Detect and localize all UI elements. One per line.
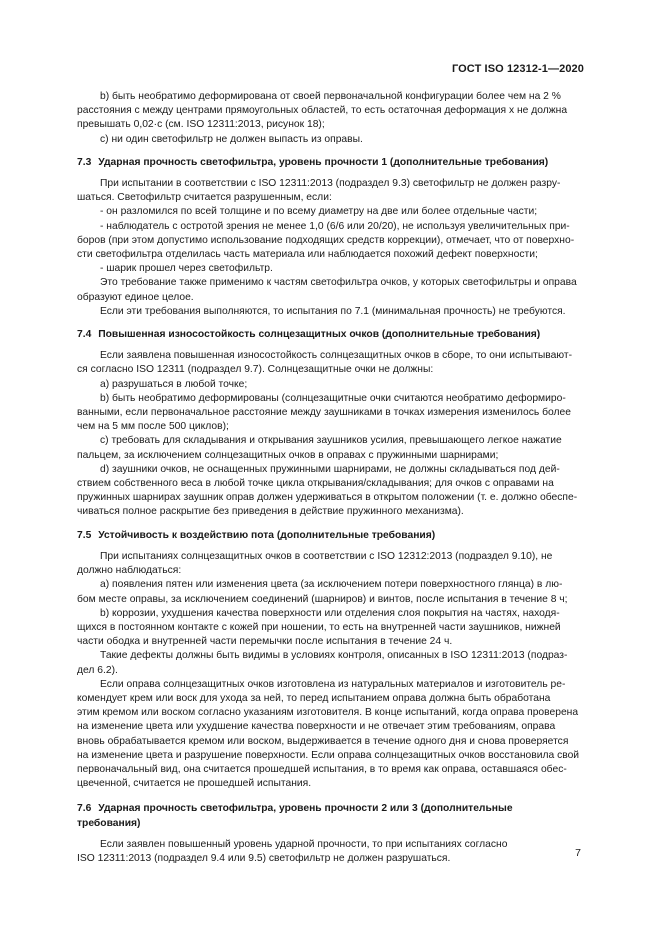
text-line: сти светофильтра отделилась часть материала или наблюдается похожий дефект поверхности; [77, 249, 538, 261]
text-line: пружинных шарнирах заушник оправ должен удерживаться в открытом положении (т. е. должно обеспе- [77, 492, 578, 504]
paragraph [77, 177, 582, 205]
text-line: ISO 12311:2013 (подраздел 9.4 или 9.5) светофильтр не должен разрушаться. [77, 852, 451, 864]
paragraph [77, 678, 582, 792]
section-number: 7.3 [77, 156, 92, 168]
list-item [77, 392, 582, 435]
text-line: - наблюдатель с остротой зрения не менее 1,0 (6/6 или 20/20), не используя увеличительных при- [100, 220, 570, 232]
text-line: шаться. Светофильтр считается разрушенным, если: [77, 192, 332, 204]
section-heading-7-3 [77, 156, 582, 170]
text-line: Если оправа солнцезащитных очков изготовлена из натуральных материалов и изготовитель ре- [100, 678, 566, 690]
intro-item-b [77, 90, 582, 133]
text-line: d) заушники очков, не оснащенных пружинными шарнирами, не должны складываться под дей- [100, 463, 560, 475]
text-line: части ободка и внутренней части перемычки после испытания в течение 24 ч. [77, 636, 453, 648]
list-item [77, 578, 582, 606]
section-heading-7-4 [77, 328, 582, 342]
text-line: бом месте оправы, за исключением соединений (шарниров) и винтов, после испытания в течение 8 ч; [77, 593, 568, 605]
document-body [77, 90, 582, 866]
text-line: расстояния с между центрами прямоугольных областей, то есть остаточная деформация x не должна [77, 105, 568, 117]
section-number: 7.4 [77, 329, 92, 341]
text-line: чем на 5 мм после 500 циклов); [77, 421, 229, 433]
list-item [77, 434, 582, 462]
text-line: ся согласно ISO 12311 (подраздел 9.7). Солнцезащитные очки не должны: [77, 364, 434, 376]
text-line: ствием собственного веса в любой точке цикла открывания/складывания; для очков с оправами на [77, 478, 554, 490]
page-number: 7 [575, 847, 581, 859]
list-item: a) разрушаться в любой точке; [100, 378, 248, 390]
text-line: должно наблюдаться: [77, 565, 182, 577]
text-line: чиваться полное раскрытие без приведения в действие пружинного механизма). [77, 506, 464, 518]
text-line: комендует крем или воск для ухода за ней, то перед испытанием оправа должна быть обработана [77, 692, 551, 704]
text-line: c) требовать для складывания и открывания заушников усилия, превышающего легкое нажатие [100, 435, 562, 447]
section-title: Ударная прочность светофильтра, уровень прочности 1 (дополнительные требования) [98, 156, 549, 168]
paragraph [77, 838, 582, 866]
section-heading-7-5 [77, 529, 582, 543]
list-item: - он разломился по всей толщине и по всему диаметру на две или более отдельные части; [100, 206, 538, 218]
text-line: на изменение цвета или ухудшение качества поверхности и не отвечает этим требованиям, оправа [77, 721, 556, 733]
section-heading-7-6 [77, 802, 582, 830]
text-line: пальцем, за исключением солнцезащитных очков в оправах с пружинными шарнирами; [77, 449, 499, 461]
list-item [77, 220, 582, 263]
section-title-continued: требования) [77, 817, 141, 829]
paragraph [77, 276, 582, 304]
text-line: образуют единое целое. [77, 291, 194, 303]
text-line: этим кремом или воском согласно указаниям изготовителя. В конце испытаний, когда оправа проверена [77, 707, 579, 719]
text-line: При испытании в соответствии с ISO 12311:2013 (подраздел 9.3) светофильтр не должен разру- [100, 178, 561, 190]
text-line: a) появления пятен или изменения цвета (за исключением потери поверхностного глянца) в лю- [100, 579, 563, 591]
text-line: боров (при этом допустимо использование подходящих средств коррекции), отмечает, что от поверхно- [77, 234, 575, 246]
section-title: Повышенная износостойкость солнцезащитных очков (дополнительные требования) [98, 329, 541, 341]
text-line: дел 6.2). [77, 664, 118, 676]
list-item: - шарик прошел через светофильтр. [100, 263, 273, 275]
section-title: Ударная прочность светофильтра, уровень прочности 2 или 3 (дополнительные [98, 803, 513, 815]
text-line: щихся в постоянном контакте с кожей при ношении, то есть на внутренней части заушников, нижней [77, 621, 561, 633]
text-line: b) быть необратимо деформирована от своей первоначальной конфигурации более чем на 2 % [100, 91, 561, 102]
paragraph: Если эти требования выполняются, то испытания по 7.1 (минимальная прочность) не требуются. [100, 305, 566, 317]
list-item [77, 607, 582, 650]
text-line: Если заявлена повышенная износостойкость солнцезащитных очков в сборе, то они испытывают- [100, 350, 573, 362]
list-item [77, 463, 582, 520]
intro-item-c: c) ни один светофильтр не должен выпасть из оправы. [100, 133, 363, 145]
text-line: на изменение цвета и разрушение поверхности. Если оправа солнцезащитных очков восстановила свой [77, 749, 580, 761]
text-line: При испытаниях солнцезащитных очков в соответствии с ISO 12312:2013 (подраздел 9.10), не [100, 550, 553, 562]
text-line: ванными, если первоначальное расстояние между заушниками в точках измерения изменилось более [77, 407, 571, 419]
text-line: Это требование также применимо к частям светофильтра очков, у которых светофильтры и оправа [100, 277, 577, 289]
document-header: ГОСТ ISO 12312-1—2020 [451, 63, 584, 75]
section-title: Устойчивость к воздействию пота (дополнительные требования) [98, 529, 436, 541]
paragraph [77, 349, 582, 377]
text-line: Такие дефекты должны быть видимы в условиях контроля, описанных в ISO 12311:2013 (подраз- [100, 650, 568, 662]
text-line: превышать 0,02·c (см. ISO 12311:2013, рисунок 18); [77, 119, 325, 131]
text-line: вновь обрабатывается кремом или воском, выдерживается в течение одного дня и снова проверяется [77, 735, 569, 747]
text-line: b) коррозии, ухудшения качества поверхности или отделения слоя покрытия на частях, находя- [100, 607, 560, 619]
section-number: 7.5 [77, 529, 92, 541]
text-line: цвеченной, считается не прошедшей испытания. [77, 778, 312, 790]
paragraph [77, 649, 582, 677]
text-line: первоначальный вид, она считается прошедшей испытания, в то время как оправа, оставшаяся обес- [77, 763, 567, 775]
paragraph [77, 550, 582, 578]
section-number: 7.6 [77, 803, 92, 815]
text-line: b) быть необратимо деформированы (солнцезащитные очки считаются необратимо деформиро- [100, 392, 566, 404]
text-line: Если заявлен повышенный уровень ударной прочности, то при испытаниях согласно [100, 838, 508, 850]
